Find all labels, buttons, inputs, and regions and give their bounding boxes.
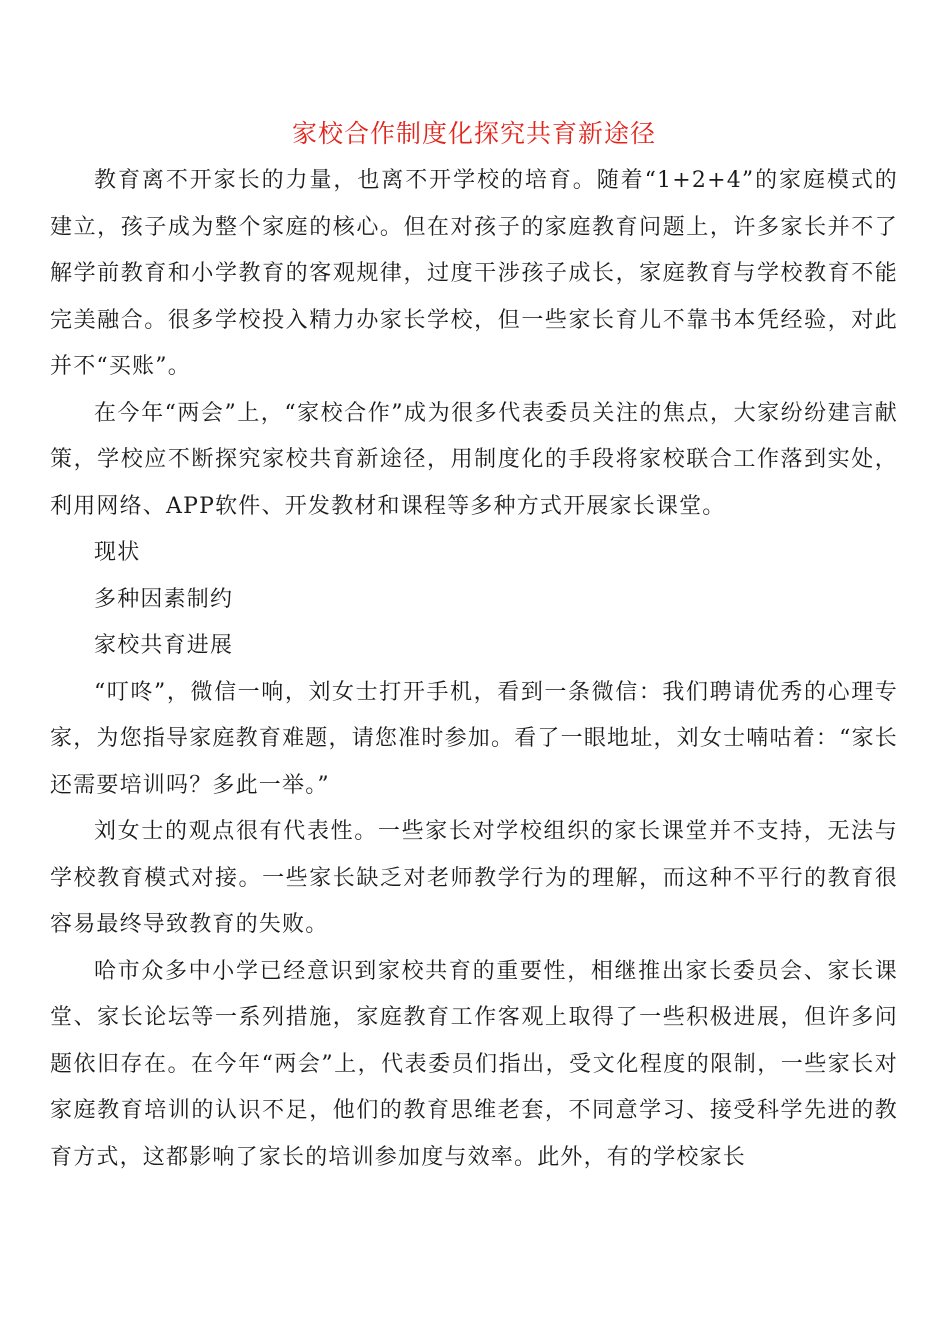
heading-constraints: 多种因素制约 [94,586,234,612]
heading-status: 现状 [94,540,141,565]
document-title: 家校合作制度化探究共育新途径 [291,119,656,148]
document-page [50,112,898,1181]
paragraph-representative: 刘女士的观点很有代表性。一些家长对学校组织的家长课堂并不支持，无法与学校教育模式对接。一些家长缺乏对老师教学行为的理解，而这种不平行的教育很容易最终导致教育的失败。 [50,819,898,937]
paragraph-harbin-schools: 哈市众多中小学已经意识到家校共育的重要性，相继推出家长委员会、家长课堂、家长论坛等一系列措施，家庭教育工作客观上取得了一些积极进展，但许多问题依旧存在。在今年“两会”上，代表委员们指出，受文化程度的限制，一些家长对家庭教育培训的认识不足，他们的教育思维老套，不同意学习、接受科学先进的教育方式，这都影响了家长的培训参加度与效率。此外，有的学校家长 [50,958,898,1170]
paragraph-two-sessions: 在今年“两会”上，“家校合作”成为很多代表委员关注的焦点，大家纷纷建言献策，学校应不断探究家校共育新途径，用制度化的手段将家校联合工作落到实处，利用网络、APP软件、开发教材和课程等多种方式开展家长课堂。 [50,400,898,519]
paragraph-wechat: “叮咚”，微信一响，刘女士打开手机，看到一条微信：我们聘请优秀的心理专家，为您指导家庭教育难题，请您准时参加。看了一眼地址，刘女士喃咕着：“家长还需要培训吗？多此一举。” [50,679,898,798]
heading-progress: 家校共育进展 [94,633,234,658]
paragraph-intro: 教育离不开家长的力量，也离不开学校的培育。随着“1+2+4”的家庭模式的建立，孩子成为整个家庭的核心。但在对孩子的家庭教育问题上，许多家长并不了解学前教育和小学教育的客观规律，过度干涉孩子成长，家庭教育与学校教育不能完美融合。很多学校投入精力办家长学校，但一些家长育儿不靠书本凭经验，对此并不“买账”。 [50,168,898,379]
